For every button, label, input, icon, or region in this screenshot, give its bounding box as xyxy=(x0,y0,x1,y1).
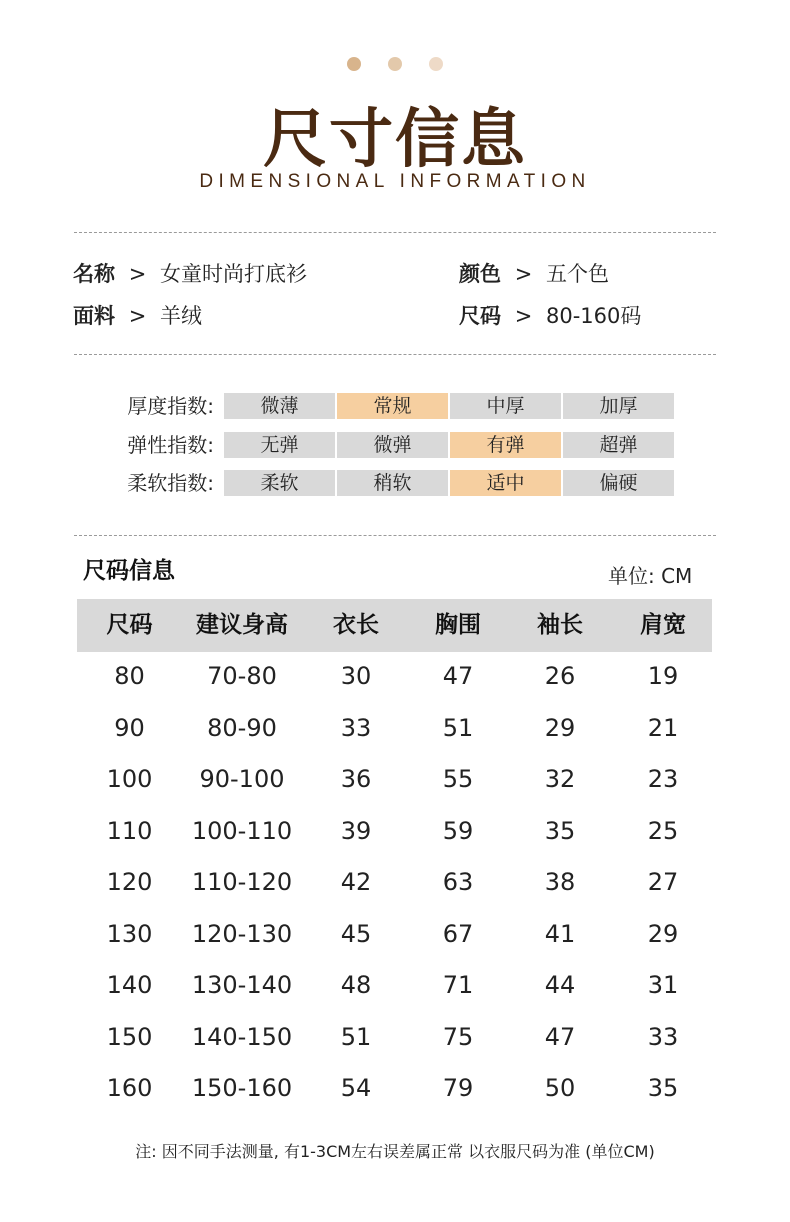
table-cell: 51 xyxy=(442,713,474,742)
column-header: 袖长 xyxy=(537,612,583,638)
column-header: 建议身高 xyxy=(196,612,288,638)
column-header: 衣长 xyxy=(333,612,379,638)
info-sep: > xyxy=(128,262,147,286)
page-subtitle: DIMENSIONAL INFORMATION xyxy=(199,171,591,192)
index-option: 中厚 xyxy=(450,393,561,419)
table-cell: 39 xyxy=(340,816,372,845)
table-row xyxy=(77,959,712,1011)
info-value: 羊绒 xyxy=(159,304,202,328)
table-cell: 67 xyxy=(442,919,474,948)
index-label: 厚度指数: xyxy=(127,394,214,418)
table-cell: 100 xyxy=(106,765,153,793)
table-cell: 25 xyxy=(647,816,679,845)
column-header: 肩宽 xyxy=(640,612,686,638)
info-value: 女童时尚打底衫 xyxy=(159,262,307,286)
info-value: 五个色 xyxy=(545,262,609,286)
divider xyxy=(74,354,716,355)
table-cell: 45 xyxy=(340,919,372,948)
table-cell: 51 xyxy=(340,1022,372,1051)
info-sep: > xyxy=(128,304,147,328)
table-cell: 120 xyxy=(106,868,153,896)
info-fabric xyxy=(73,300,202,330)
dot-2 xyxy=(388,57,402,71)
index-option: 超弹 xyxy=(563,432,674,458)
table-header xyxy=(77,599,712,652)
table-cell: 71 xyxy=(442,971,474,999)
index-option: 适中 xyxy=(450,470,561,496)
table-cell: 110-120 xyxy=(191,868,293,896)
index-option: 加厚 xyxy=(563,393,674,419)
table-cell: 26 xyxy=(544,662,576,690)
table-cell: 33 xyxy=(647,1022,679,1051)
table-row xyxy=(77,1062,712,1114)
dot-1 xyxy=(347,57,361,71)
table-cell: 35 xyxy=(647,1074,679,1102)
table-row xyxy=(77,1011,712,1063)
divider xyxy=(74,535,716,536)
table-cell: 100-110 xyxy=(191,816,293,845)
table-cell: 29 xyxy=(544,713,576,742)
index-label: 弹性指数: xyxy=(127,433,214,457)
table-cell: 48 xyxy=(340,971,372,999)
divider xyxy=(74,232,716,233)
table-cell: 50 xyxy=(544,1074,576,1102)
info-key: 颜色 xyxy=(459,262,501,286)
table-cell: 140 xyxy=(106,971,153,999)
info-key: 面料 xyxy=(73,304,115,328)
table-cell: 35 xyxy=(544,816,576,845)
table-cell: 21 xyxy=(647,713,679,742)
column-header: 胸围 xyxy=(435,612,481,638)
table-cell: 42 xyxy=(340,868,372,896)
table-cell: 63 xyxy=(442,868,474,896)
table-cell: 120-130 xyxy=(191,919,293,948)
table-cell: 47 xyxy=(544,1022,576,1051)
info-color xyxy=(459,258,609,288)
size-table-unit: 单位: CM xyxy=(608,564,693,588)
table-cell: 47 xyxy=(442,662,474,690)
info-value: 80-160码 xyxy=(545,304,642,328)
table-cell: 130 xyxy=(106,919,153,948)
index-option: 稍软 xyxy=(337,470,448,496)
table-cell: 70-80 xyxy=(207,662,277,690)
table-cell: 55 xyxy=(442,765,474,793)
info-key: 尺码 xyxy=(459,304,501,328)
table-cell: 33 xyxy=(340,713,372,742)
page-title: 尺寸信息 xyxy=(263,103,527,177)
table-cell: 79 xyxy=(442,1074,474,1102)
size-table-title: 尺码信息 xyxy=(83,558,175,584)
table-cell: 80-90 xyxy=(207,713,277,742)
dot-3 xyxy=(429,57,443,71)
info-sep: > xyxy=(514,262,533,286)
table-row xyxy=(77,702,712,754)
info-name xyxy=(73,258,307,288)
table-cell: 150 xyxy=(106,1022,153,1051)
index-option: 微弹 xyxy=(337,432,448,458)
index-option: 无弹 xyxy=(224,432,335,458)
index-label: 柔软指数: xyxy=(127,471,214,495)
info-size xyxy=(459,300,641,330)
table-cell: 38 xyxy=(544,868,576,896)
table-cell: 59 xyxy=(442,816,474,845)
index-option: 微薄 xyxy=(224,393,335,419)
table-cell: 32 xyxy=(544,765,576,793)
table-cell: 44 xyxy=(544,971,576,999)
table-cell: 54 xyxy=(340,1074,372,1102)
table-cell: 80 xyxy=(114,662,145,690)
table-cell: 160 xyxy=(106,1074,153,1102)
index-option: 有弹 xyxy=(450,432,561,458)
table-cell: 130-140 xyxy=(191,971,293,999)
decorative-dots xyxy=(0,56,790,75)
table-row xyxy=(77,805,712,857)
index-option: 偏硬 xyxy=(563,470,674,496)
table-cell: 90 xyxy=(114,713,145,742)
table-row xyxy=(77,650,712,702)
index-option: 常规 xyxy=(337,393,448,419)
table-cell: 110 xyxy=(106,816,153,845)
index-option: 柔软 xyxy=(224,470,335,496)
table-cell: 41 xyxy=(544,919,576,948)
table-cell: 30 xyxy=(340,662,372,690)
table-row xyxy=(77,856,712,908)
table-cell: 75 xyxy=(442,1022,474,1051)
table-cell: 36 xyxy=(340,765,372,793)
info-sep: > xyxy=(514,304,533,328)
table-cell: 23 xyxy=(647,765,679,793)
info-key: 名称 xyxy=(73,262,115,286)
table-cell: 19 xyxy=(647,662,679,690)
table-cell: 150-160 xyxy=(191,1074,293,1102)
table-cell: 27 xyxy=(647,868,679,896)
table-cell: 140-150 xyxy=(191,1022,293,1051)
table-cell: 90-100 xyxy=(199,765,285,793)
table-cell: 29 xyxy=(647,919,679,948)
table-row xyxy=(77,908,712,960)
table-cell: 31 xyxy=(647,971,679,999)
column-header: 尺码 xyxy=(106,612,153,638)
footnote: 注: 因不同手法测量, 有1-3CM左右误差属正常 以衣服尺码为准 (单位CM) xyxy=(135,1142,655,1161)
table-row xyxy=(77,753,712,805)
